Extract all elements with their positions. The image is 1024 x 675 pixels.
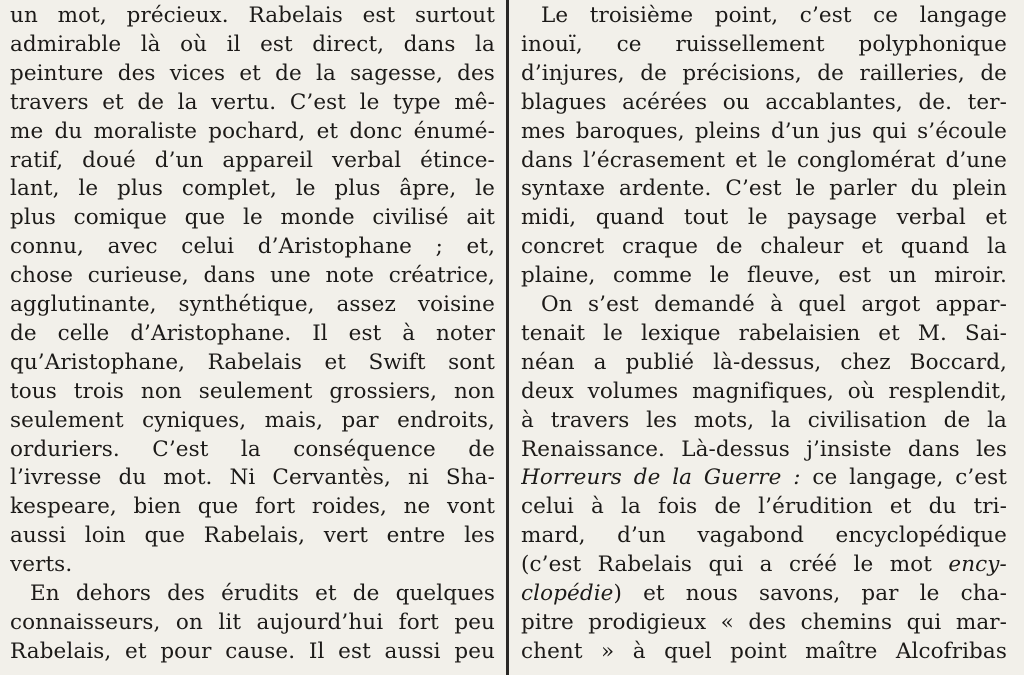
text-line: connaisseurs, on lit aujourd’hui fort peu [10,609,495,635]
text-line: celui à la fois de l’érudition et du tri- [521,494,1007,520]
text-line: kespeare, bien que fort roides, ne vont [10,494,495,520]
text-line: connu, avec celui d’Aristophane ; et, [10,234,495,260]
text-line: de celle d’Aristophane. Il est à noter [10,320,495,346]
text-line: verts. [10,552,73,578]
text-line: pitre prodigieux « des chemins qui mar- [521,609,1007,635]
text-line: ratif, doué d’un appareil verbal étince- [10,147,495,173]
text-line: clopédie) et nous savons, par le cha- [521,581,1007,606]
text-line: concret craque de chaleur et quand la [521,234,1007,260]
text-line: Rabelais, et pour cause. Il est aussi peu [10,638,495,664]
text-line: d’injures, de précisions, de railleries, de [521,60,1007,86]
text-line: chent » à quel point maître Alcofribas [521,638,1007,664]
column-divider [506,0,509,675]
text-line: travers et de la vertu. C’est le type mê- [10,89,495,115]
text-line: lant, le plus complet, le plus âpre, le [10,176,495,202]
text-line: mard, d’un vagabond encyclopédique [521,523,1007,549]
text-line: midi, quand tout le paysage verbal et [521,205,1007,231]
text-line: néan a publié là-dessus, chez Boccard, [521,349,1007,375]
text-line: plus comique que le monde civilisé ait [10,205,495,231]
text-line: qu’Aristophane, Rabelais et Swift sont [10,349,495,375]
text-line: deux volumes magnifiques, où resplendit, [521,378,1007,404]
text-line: Le troisième point, c’est ce langage [541,3,1007,28]
text-line: En dehors des érudits et de quelques [30,581,495,606]
text-line: à travers les mots, la civilisation de la [521,407,1007,433]
text-line: Horreurs de la Guerre : ce langage, c’est [521,465,1007,491]
right-column [521,0,1007,675]
text-line: dans l’écrasement et le conglomérat d’une [521,147,1007,173]
text-line: me du moraliste pochard, et donc énumé- [10,118,495,144]
text-line: mes baroques, pleins d’un jus qui s’écoule [521,118,1007,144]
left-column [10,0,495,675]
text-line: inouï, ce ruissellement polyphonique [521,31,1007,57]
text-line: tenait le lexique rabelaisien et M. Sai- [521,320,1007,346]
text-line: aussi loin que Rabelais, vert entre les [10,523,495,549]
text-line: blagues acérées ou accablantes, de. ter- [521,89,1007,115]
text-line: orduriers. C’est la conséquence de [10,436,495,462]
text-line: tous trois non seulement grossiers, non [10,378,495,404]
text-line: peinture des vices et de la sagesse, des [10,60,495,86]
text-line: chose curieuse, dans une note créatrice, [10,263,495,289]
text-line: l’ivresse du mot. Ni Cervantès, ni Sha- [10,465,495,491]
text-line: On s’est demandé à quel argot appar- [541,292,1007,317]
text-line: Renaissance. Là-dessus j’insiste dans les [521,436,1007,462]
text-line: seulement cyniques, mais, par endroits, [10,407,495,433]
text-line: plaine, comme le fleuve, est un miroir. [521,263,1007,289]
text-line: syntaxe ardente. C’est le parler du plein [521,176,1007,202]
text-line: agglutinante, synthétique, assez voisine [10,292,495,317]
text-line: admirable là où il est direct, dans la [10,31,495,57]
text-line: (c’est Rabelais qui a créé le mot ency- [521,552,1007,578]
text-line: un mot, précieux. Rabelais est surtout [10,3,495,28]
